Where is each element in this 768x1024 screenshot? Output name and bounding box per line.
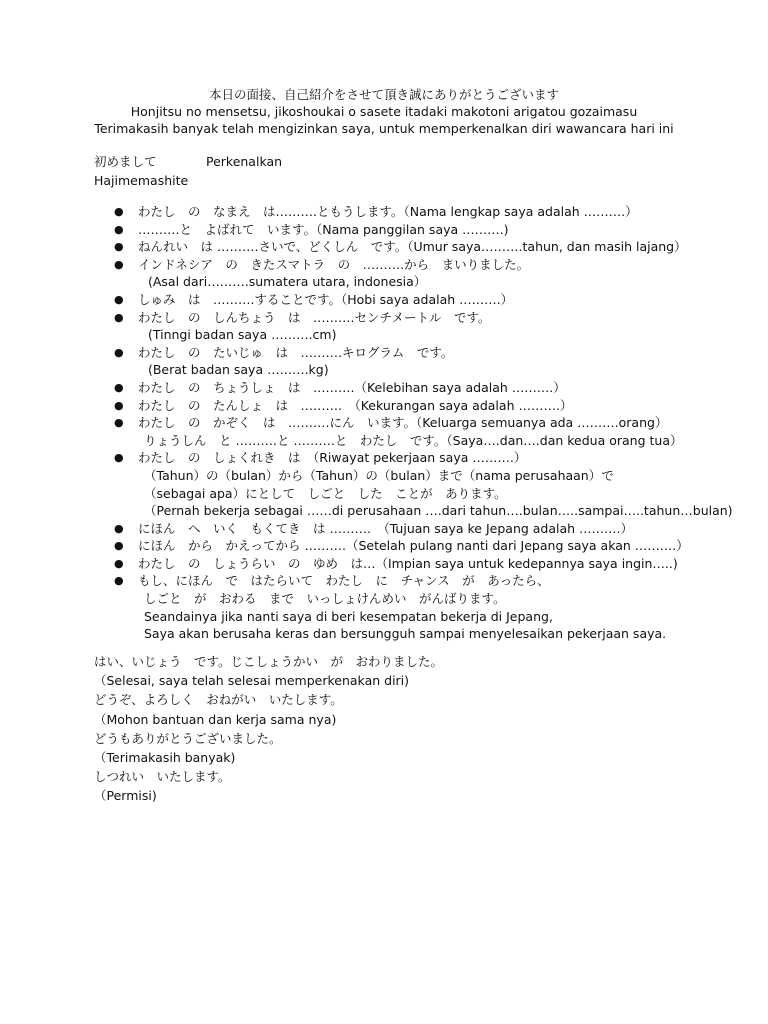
bullet-icon: ● bbox=[114, 380, 124, 394]
closing-line: どうぞ、よろしく おねがい いたします。 bbox=[94, 692, 343, 708]
list-item-line: Seandainya jika nanti saya di beri kesempatan bekerja di Jepang, bbox=[144, 608, 553, 624]
list-item bbox=[94, 203, 754, 221]
list-item-line: わたし の たいじゅ は ……….キログラム です。 bbox=[138, 344, 454, 360]
bullet-icon: ● bbox=[114, 556, 124, 570]
list-item-line: わたし の ちょうしょ は ……….（Kelebihan saya adalah ……….） bbox=[138, 379, 566, 395]
intro-japanese: 初めまして bbox=[94, 154, 157, 169]
list-item-line: （Tahun）の（bulan）から（Tahun）の（bulan）まで（nama perusahaan）で bbox=[144, 467, 614, 483]
bullet-icon: ● bbox=[114, 345, 124, 359]
bullet-icon: ● bbox=[114, 539, 124, 553]
list-item-line: ねんれい は ……….さいで、どくしん です。（Umur saya……….tahun, dan masih lajang） bbox=[138, 239, 687, 255]
bullet-icon: ● bbox=[114, 398, 124, 412]
bullet-icon: ● bbox=[114, 451, 124, 465]
closing-section bbox=[94, 652, 443, 806]
closing-line: （Selesai, saya telah selesai memperkenakan diri) bbox=[94, 673, 410, 689]
list-item bbox=[94, 309, 754, 344]
list-item bbox=[94, 221, 754, 239]
title-japanese: 本日の面接、自己紹介をさせて頂き誠にありがとうございます bbox=[208, 87, 559, 102]
closing-line: しつれい いたします。 bbox=[94, 769, 231, 785]
list-item bbox=[94, 520, 754, 538]
list-item-line: わたし の しょうらい の ゆめ は…（Impian saya untuk kedepannya saya ingin…..) bbox=[138, 555, 678, 571]
intro-romaji: Hajimemashite bbox=[94, 173, 189, 188]
bullet-icon: ● bbox=[114, 205, 124, 218]
list-item-line: （Pernah bekerja sebagai ……di perusahaan ….dari tahun….bulan…..sampai…..tahun…bulan) bbox=[144, 503, 733, 519]
list-item-line: もし、にほん で はたらいて わたし に チャンス が あったら、 bbox=[138, 573, 550, 589]
list-item-line: (Asal dari……….sumatera utara, indonesia） bbox=[144, 274, 427, 290]
bullet-icon: ● bbox=[114, 240, 124, 254]
intro-section bbox=[94, 153, 282, 191]
title-indonesian: Terimakasih banyak telah mengizinkan saya, untuk memperkenalkan diri wawancara hari ini bbox=[94, 121, 674, 136]
list-item-line: わたし の しょくれき は （Riwayat pekerjaan saya ……….） bbox=[138, 450, 527, 466]
list-item bbox=[94, 379, 754, 397]
title-romaji: Honjitsu no mensetsu, jikoshoukai o sasete itadaki makotoni arigatou gozaimasu bbox=[130, 104, 638, 119]
list-item bbox=[94, 397, 754, 415]
list-item bbox=[94, 256, 754, 291]
list-item bbox=[94, 449, 754, 519]
bullet-icon: ● bbox=[114, 292, 124, 306]
list-item-line: （sebagai apa）にとして しごと した ことが あります。 bbox=[144, 485, 507, 501]
list-item-line: わたし の たんしょ は ………. （Kekurangan saya adalah ……….） bbox=[138, 397, 573, 413]
intro-indonesian: Perkenalkan bbox=[205, 154, 283, 169]
list-item-line: (Tinngi badan saya ……….cm) bbox=[144, 327, 337, 343]
bullet-icon: ● bbox=[114, 521, 124, 535]
bullet-icon: ● bbox=[114, 310, 124, 324]
list-item-line: (Berat badan saya ……….kg) bbox=[144, 362, 329, 378]
list-item-line: にほん から かえってから ……….（Setelah pulang nanti dari Jepang saya akan ……….） bbox=[138, 538, 689, 554]
list-item bbox=[94, 414, 754, 449]
list-item-line: しごと が おわる まで いっしょけんめい がんばります。 bbox=[144, 591, 506, 607]
list-item-line: にほん へ いく もくてき は ………. （Tujuan saya ke Jepang adalah ……….） bbox=[138, 520, 634, 536]
list-item bbox=[94, 572, 754, 642]
list-item-line: わたし の なまえ は……….ともうします。（Nama lengkap saya adalah ……….） bbox=[138, 204, 638, 219]
list-item-line: わたし の しんちょう は ……….センチメートル です。 bbox=[138, 309, 491, 325]
list-item-line: わたし の かぞく は ……….にん います。（Keluarga semuanya ada ……….orang） bbox=[138, 415, 668, 431]
closing-line: （Terimakasih banyak) bbox=[94, 749, 236, 765]
list-item-line: しゅみ は ……….することです。（Hobi saya adalah ……….） bbox=[138, 291, 514, 307]
list-item-line: Saya akan berusaha keras dan bersungguh sampai menyelesaikan pekerjaan saya. bbox=[144, 626, 667, 642]
list-item bbox=[94, 344, 754, 379]
list-item-line: りょうしん と ……….と ……….と わたし です。（Saya….dan….dan kedua orang tua） bbox=[144, 432, 683, 448]
list-item bbox=[94, 291, 754, 309]
self-introduction-list bbox=[94, 203, 754, 643]
list-item-line: インドネシア の きたスマトラ の ……….から まいりました。 bbox=[138, 256, 530, 272]
list-item bbox=[94, 555, 754, 573]
closing-line: どうもありがとうございました。 bbox=[94, 730, 282, 746]
bullet-icon: ● bbox=[114, 416, 124, 430]
list-item bbox=[94, 238, 754, 256]
closing-line: はい、いじょう です。じこしょうかい が おわりました。 bbox=[94, 654, 444, 669]
list-item bbox=[94, 537, 754, 555]
bullet-icon: ● bbox=[114, 222, 124, 236]
closing-line: （Permisi) bbox=[94, 788, 157, 804]
bullet-icon: ● bbox=[114, 574, 124, 588]
document-header bbox=[0, 86, 768, 137]
bullet-icon: ● bbox=[114, 257, 124, 271]
closing-line: （Mohon bantuan dan kerja sama nya) bbox=[94, 711, 337, 727]
list-item-line: ……….と よばれて います。（Nama panggilan saya ……….) bbox=[138, 221, 509, 237]
